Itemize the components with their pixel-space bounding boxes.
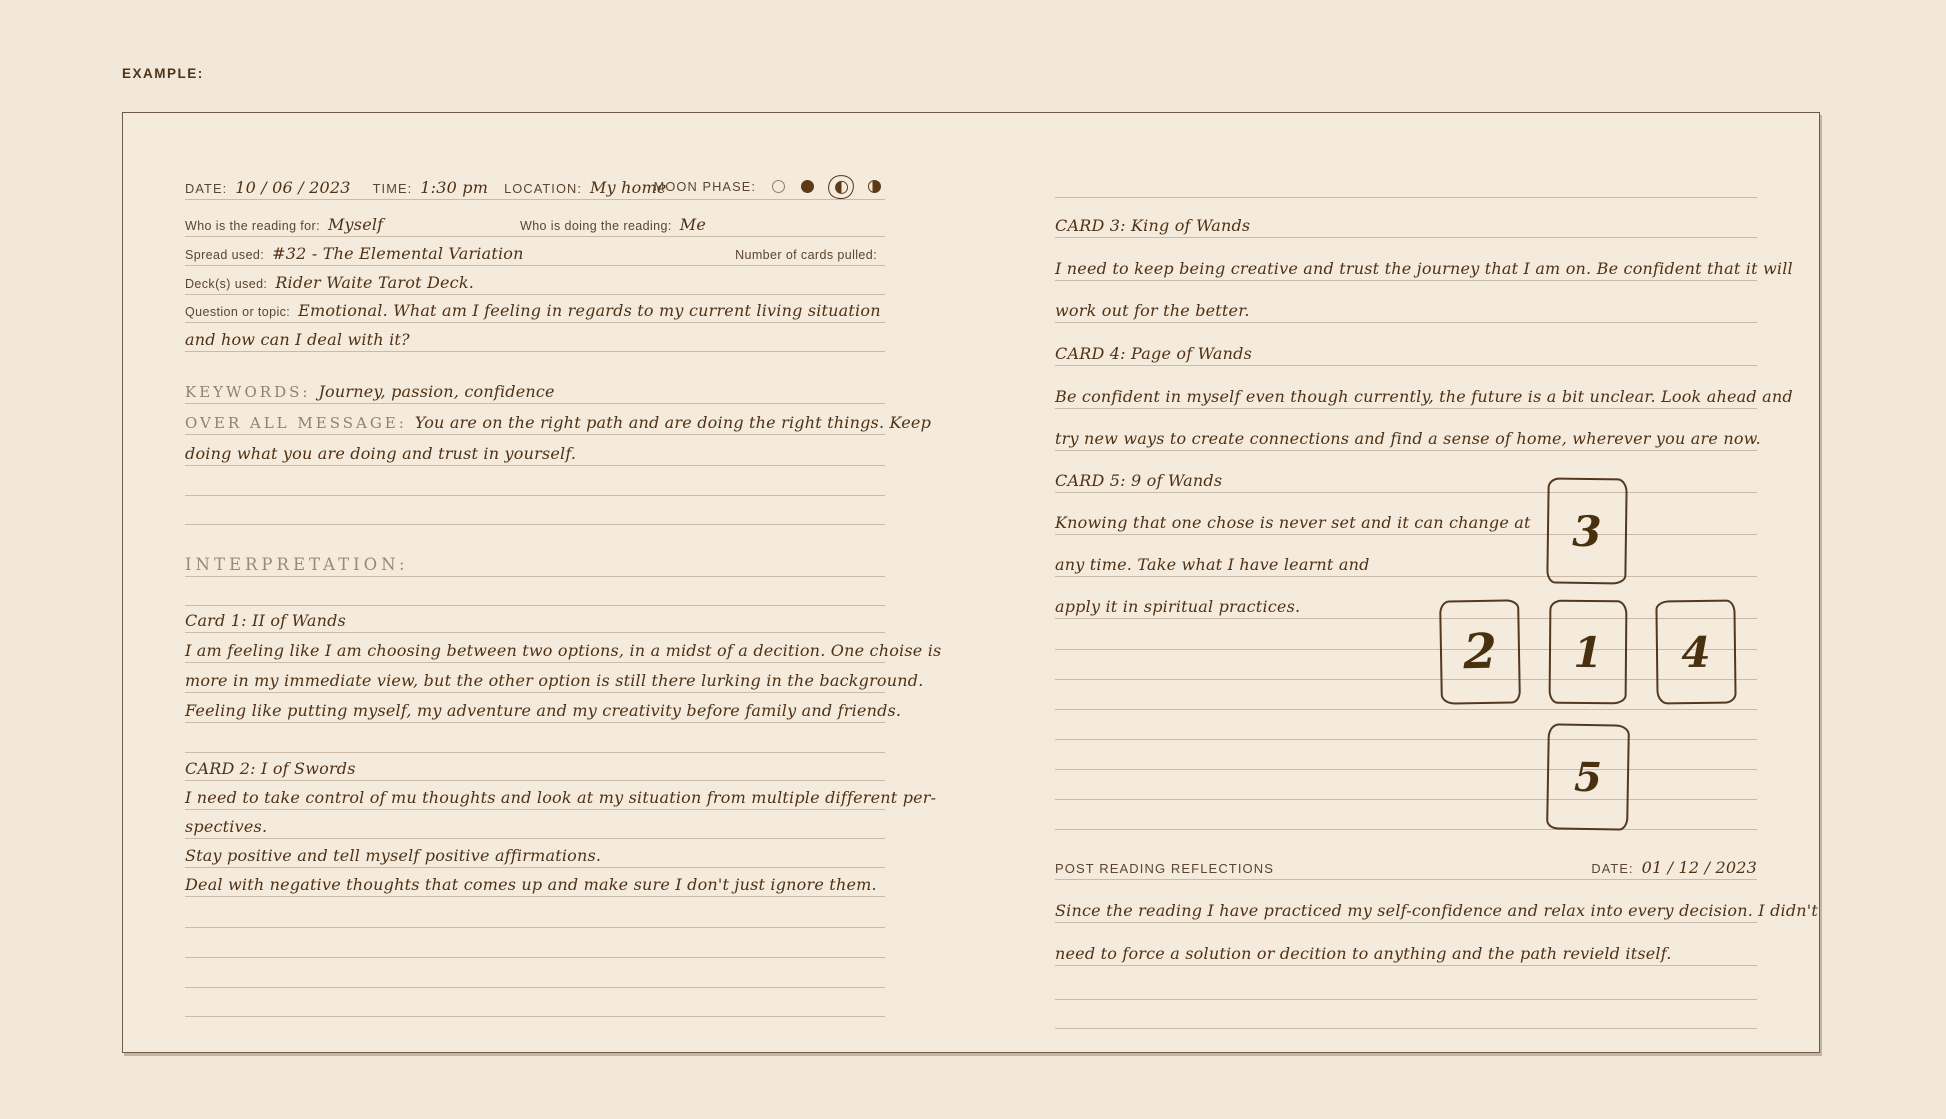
ruled-line — [1055, 197, 1757, 198]
overall-message-line-2: doing what you are doing and trust in yourself. — [185, 444, 577, 463]
question-value-line-1: Emotional. What am I feeling in regards to my current living situation — [298, 301, 881, 320]
spread-card-2-number: 2 — [1462, 623, 1498, 681]
ruled-line — [185, 987, 885, 988]
example-heading: EXAMPLE: — [122, 66, 204, 81]
spread-card-2 — [1439, 599, 1521, 704]
reading-by-label: Who is doing the reading: — [520, 219, 672, 233]
card5-line-3: apply it in spiritual practices. — [1055, 597, 1301, 616]
card3-title-row — [1055, 206, 1757, 238]
overall-message-heading: OVER ALL MESSAGE: — [185, 414, 407, 432]
card1-title-row — [185, 603, 885, 633]
post-reading-line-2: need to force a solution or decition to anything and the path revield itself. — [1055, 944, 1672, 963]
card5-title-row — [1055, 461, 1757, 493]
ruled-line — [1055, 799, 1757, 800]
post-reading-header-row — [1055, 848, 1757, 880]
date-label: DATE: — [185, 181, 228, 196]
question-row-1 — [185, 293, 885, 323]
card4-line-2: try new ways to create connections and find a sense of home, wherever you are now. — [1055, 429, 1761, 448]
location-value: My home — [590, 178, 667, 197]
post-reading-text-row — [1055, 880, 1819, 923]
overall-message-row-2 — [185, 435, 885, 466]
card3-text-row — [1055, 281, 1757, 323]
question-row-2 — [185, 322, 885, 352]
date-value: 10 / 06 / 2023 — [235, 178, 351, 197]
ruled-line — [1055, 769, 1757, 770]
ruled-line — [185, 957, 885, 958]
question-value-line-2: and how can I deal with it? — [185, 330, 410, 349]
reading-for-value: Myself — [327, 215, 384, 234]
card5-title: CARD 5: 9 of Wands — [1055, 471, 1223, 490]
ruled-line — [1055, 709, 1757, 710]
card3-line-1: I need to keep being creative and trust the journey that I am on. Be confident that it will — [1055, 259, 1793, 278]
ruled-line — [1055, 829, 1757, 830]
spread-row — [185, 236, 885, 266]
location-label: LOCATION: — [504, 181, 583, 196]
post-reading-date-value: 01 / 12 / 2023 — [1641, 858, 1757, 877]
ruled-line — [185, 524, 885, 525]
spread-card-4 — [1655, 600, 1736, 705]
post-reading-text-row — [1055, 923, 1757, 966]
card2-line-1: I need to take control of mu thoughts and look at my situation from multiple different per- — [185, 788, 937, 807]
interpretation-heading-row — [185, 541, 885, 577]
card2-text-row — [185, 838, 885, 868]
date-row — [185, 166, 885, 200]
cards-pulled-label: Number of cards pulled: — [735, 248, 877, 262]
new-moon-icon — [772, 180, 785, 193]
card4-title: CARD 4: Page of Wands — [1055, 344, 1252, 363]
card2-title-row — [185, 751, 885, 781]
ruled-line — [1055, 679, 1757, 680]
spread-card-3-number: 3 — [1572, 506, 1602, 556]
keywords-heading: KEYWORDS: — [185, 383, 311, 401]
spread-card-3 — [1546, 477, 1627, 584]
time-value: 1:30 pm — [420, 178, 489, 197]
full-moon-icon — [801, 180, 814, 193]
deck-label: Deck(s) used: — [185, 277, 268, 291]
card5-text-row — [1055, 577, 1757, 619]
card3-text-row — [1055, 238, 1793, 281]
card2-text-row — [185, 867, 885, 897]
card5-line-2: any time. Take what I have learnt and — [1055, 555, 1370, 574]
overall-message-row-1 — [185, 404, 932, 435]
card2-title: CARD 2: I of Swords — [185, 759, 356, 778]
card5-text-row — [1055, 535, 1757, 577]
card1-line-1: I am feeling like I am choosing between two options, in a midst of a decition. One choise is — [185, 641, 942, 660]
time-label: TIME: — [372, 181, 413, 196]
last-quarter-moon-icon — [868, 180, 881, 193]
keywords-row — [185, 368, 885, 404]
reading-for-label: Who is the reading for: — [185, 219, 320, 233]
card4-text-row — [1055, 409, 1761, 451]
reading-by-value: Me — [679, 215, 707, 234]
card3-line-2: work out for the better. — [1055, 301, 1250, 320]
spread-card-5-number: 5 — [1573, 753, 1603, 801]
spread-card-1 — [1549, 600, 1628, 705]
overall-message-line-1: You are on the right path and are doing the right things. Keep — [414, 413, 932, 432]
deck-row — [185, 265, 885, 295]
keywords-value: Journey, passion, confidence — [318, 382, 555, 401]
card1-text-row — [185, 633, 942, 663]
moon-phase-group — [654, 179, 881, 194]
card4-line-1: Be confident in myself even though currently, the future is a bit unclear. Look ahead and — [1055, 387, 1793, 406]
question-label: Question or topic: — [185, 305, 291, 319]
card1-text-row — [185, 693, 902, 723]
card1-line-3: Feeling like putting myself, my adventure and my creativity before family and friends. — [185, 701, 902, 720]
card3-title: CARD 3: King of Wands — [1055, 216, 1251, 235]
post-reading-date-label: DATE: — [1591, 861, 1634, 876]
ruled-line — [1055, 1028, 1757, 1029]
moon-phase-label: MOON PHASE: — [653, 179, 756, 194]
card2-text-row — [185, 780, 937, 810]
card2-line-4: Deal with negative thoughts that comes up and make sure I don't just ignore them. — [185, 875, 877, 894]
spread-label: Spread used: — [185, 248, 265, 262]
card1-text-row — [185, 663, 924, 693]
spread-card-4-number: 4 — [1681, 627, 1711, 677]
spread-card-5 — [1546, 723, 1630, 830]
card2-text-row — [185, 809, 885, 839]
card4-title-row — [1055, 334, 1757, 366]
card2-line-3: Stay positive and tell myself positive affirmations. — [185, 846, 602, 865]
ruled-line — [1055, 999, 1757, 1000]
interpretation-heading: INTERPRETATION: — [185, 555, 409, 574]
ruled-line — [185, 1016, 885, 1017]
ruled-line — [185, 927, 885, 928]
card5-line-1: Knowing that one chose is never set and it can change at — [1055, 513, 1531, 532]
ruled-line — [1055, 739, 1757, 740]
card1-line-2: more in my immediate view, but the other option is still there lurking in the background. — [185, 671, 924, 690]
deck-value: Rider Waite Tarot Deck. — [275, 273, 475, 292]
card2-line-2: spectives. — [185, 817, 268, 836]
reading-for-row — [185, 207, 885, 237]
card4-text-row — [1055, 366, 1793, 409]
spread-value: #32 - The Elemental Variation — [272, 244, 524, 263]
first-quarter-moon-icon — [835, 180, 848, 193]
ruled-line — [185, 495, 885, 496]
card5-text-row — [1055, 493, 1757, 535]
spread-card-1-number: 1 — [1573, 627, 1603, 677]
post-reading-line-1: Since the reading I have practiced my self-confidence and relax into every decision. I didn't — [1055, 901, 1819, 920]
card1-title: Card 1: II of Wands — [185, 611, 346, 630]
ruled-line — [1055, 649, 1757, 650]
post-reading-heading: POST READING REFLECTIONS — [1055, 861, 1275, 876]
